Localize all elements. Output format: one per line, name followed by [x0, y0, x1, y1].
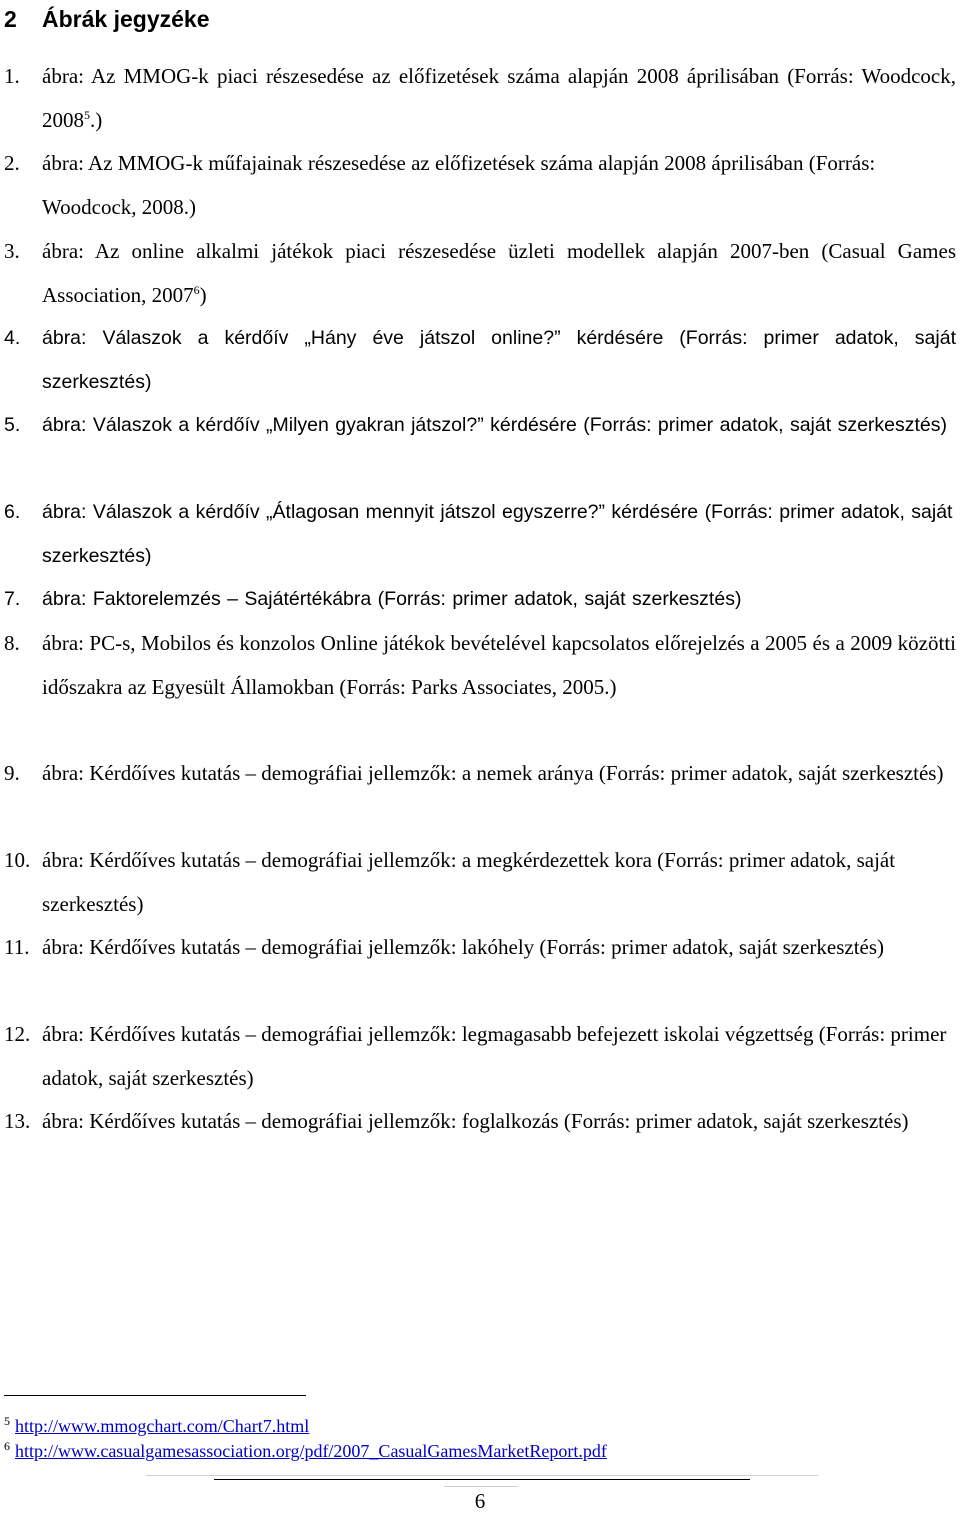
footnote-ref: 5 [84, 107, 90, 122]
figure-number: 7. [4, 588, 21, 610]
figure-caption: ábra: Kérdőíves kutatás – demográfiai jellemzők: a megkérdezettek kora (Forrás: primer adatok, saját szerkesztés) [42, 848, 896, 916]
figure-list-item [4, 317, 956, 404]
section-title: Ábrák jegyzéke [42, 6, 210, 32]
figure-list-item [4, 230, 956, 317]
page-number: 6 [474, 1489, 486, 1513]
footer-rule [146, 1475, 818, 1476]
figure-number: 10. [4, 848, 31, 872]
figure-number: 5. [4, 414, 21, 436]
figure-number: 4. [4, 327, 21, 349]
figure-caption: ábra: Kérdőíves kutatás – demográfiai jellemzők: legmagasabb befejezett iskolai végzettség (Forrás: primer adatok, saját szerkesztés) [42, 1022, 947, 1090]
footnote-ref: 6 [193, 282, 200, 297]
figure-number: 2. [4, 151, 20, 175]
figure-list-item [4, 1100, 956, 1144]
figure-list-item [4, 578, 956, 622]
figure-list-item [4, 752, 956, 796]
figure-number: 13. [4, 1109, 31, 1133]
figure-caption: ábra: Faktorelemzés – Sajátértékábra (Forrás: primer adatok, saját szerkesztés) [42, 588, 742, 610]
footnote-separator [4, 1395, 306, 1396]
figure-list-item [4, 142, 956, 229]
section-number: 2 [4, 6, 17, 32]
figure-list-item [4, 491, 956, 578]
figure-caption: ábra: Kérdőíves kutatás – demográfiai jellemzők: a nemek aránya (Forrás: primer adatok, saját szerkesztés) [42, 761, 944, 785]
footnote-mark: 6 [4, 1439, 10, 1453]
footnote [4, 1410, 309, 1437]
figure-list-item [4, 839, 956, 926]
footnote-link[interactable]: http://www.casualgamesassociation.org/pdf/2007_CasualGamesMarketReport.pdf [15, 1441, 607, 1461]
footnote [4, 1435, 607, 1462]
figure-caption: ábra: Az online alkalmi játékok piaci részesedése üzleti modellek alapján 2007-ben (Casual Games Association, 2007$^6$) [42, 239, 956, 307]
figure-caption: ábra: Az MMOG-k műfajainak részesedése az előfizetések száma alapján 2008 áprilisában (Forrás: Woodcock, 2008.) [42, 151, 876, 219]
figure-caption: ábra: Kérdőíves kutatás – demográfiai jellemzők: lakóhely (Forrás: primer adatok, saját szerkesztés) [42, 935, 885, 959]
figure-number: 3. [4, 239, 20, 263]
section-heading [4, 0, 209, 38]
figure-caption: ábra: PC-s, Mobilos és konzolos Online játékok bevételével kapcsolatos előrejelzés a 2005 és a 2009 közötti időszakra az Egyesült Államokban (Forrás: Parks Associates, 2005.) [42, 631, 956, 699]
figure-number: 1. [4, 64, 20, 88]
footnote-mark: 5 [4, 1414, 10, 1428]
figure-list-item [4, 622, 956, 709]
figure-number: 6. [4, 501, 21, 523]
figure-caption: ábra: Válaszok a kérdőív „Hány éve játszol online?” kérdésére (Forrás: primer adatok, saját szerkesztés) [42, 327, 956, 393]
figure-caption: ábra: Kérdőíves kutatás – demográfiai jellemzők: foglalkozás (Forrás: primer adatok, saját szerkesztés) [42, 1109, 909, 1133]
footer-rule [214, 1479, 750, 1480]
figure-number: 9. [4, 761, 20, 785]
figure-list-item [4, 1013, 956, 1100]
footer-rule [444, 1486, 518, 1487]
figure-list-item [4, 55, 956, 142]
figure-number: 12. [4, 1022, 31, 1046]
figure-list-item [4, 926, 956, 970]
figure-number: 8. [4, 631, 20, 655]
figure-list-item [4, 404, 956, 448]
figure-caption: ábra: Válaszok a kérdőív „Milyen gyakran játszol?” kérdésére (Forrás: primer adatok, saját szerkesztés) [42, 414, 948, 436]
footnote-link[interactable]: http://www.mmogchart.com/Chart7.html [15, 1416, 310, 1436]
figure-number: 11. [4, 935, 30, 959]
figure-caption: ábra: Válaszok a kérdőív „Átlagosan mennyit játszol egyszerre?” kérdésére (Forrás: primer adatok, saját szerkesztés) [42, 501, 953, 567]
figure-caption: ábra: Az MMOG-k piaci részesedése az előfizetések száma alapján 2008 áprilisában (Forrás: Woodcock, 2008$^5$.) [42, 64, 956, 132]
